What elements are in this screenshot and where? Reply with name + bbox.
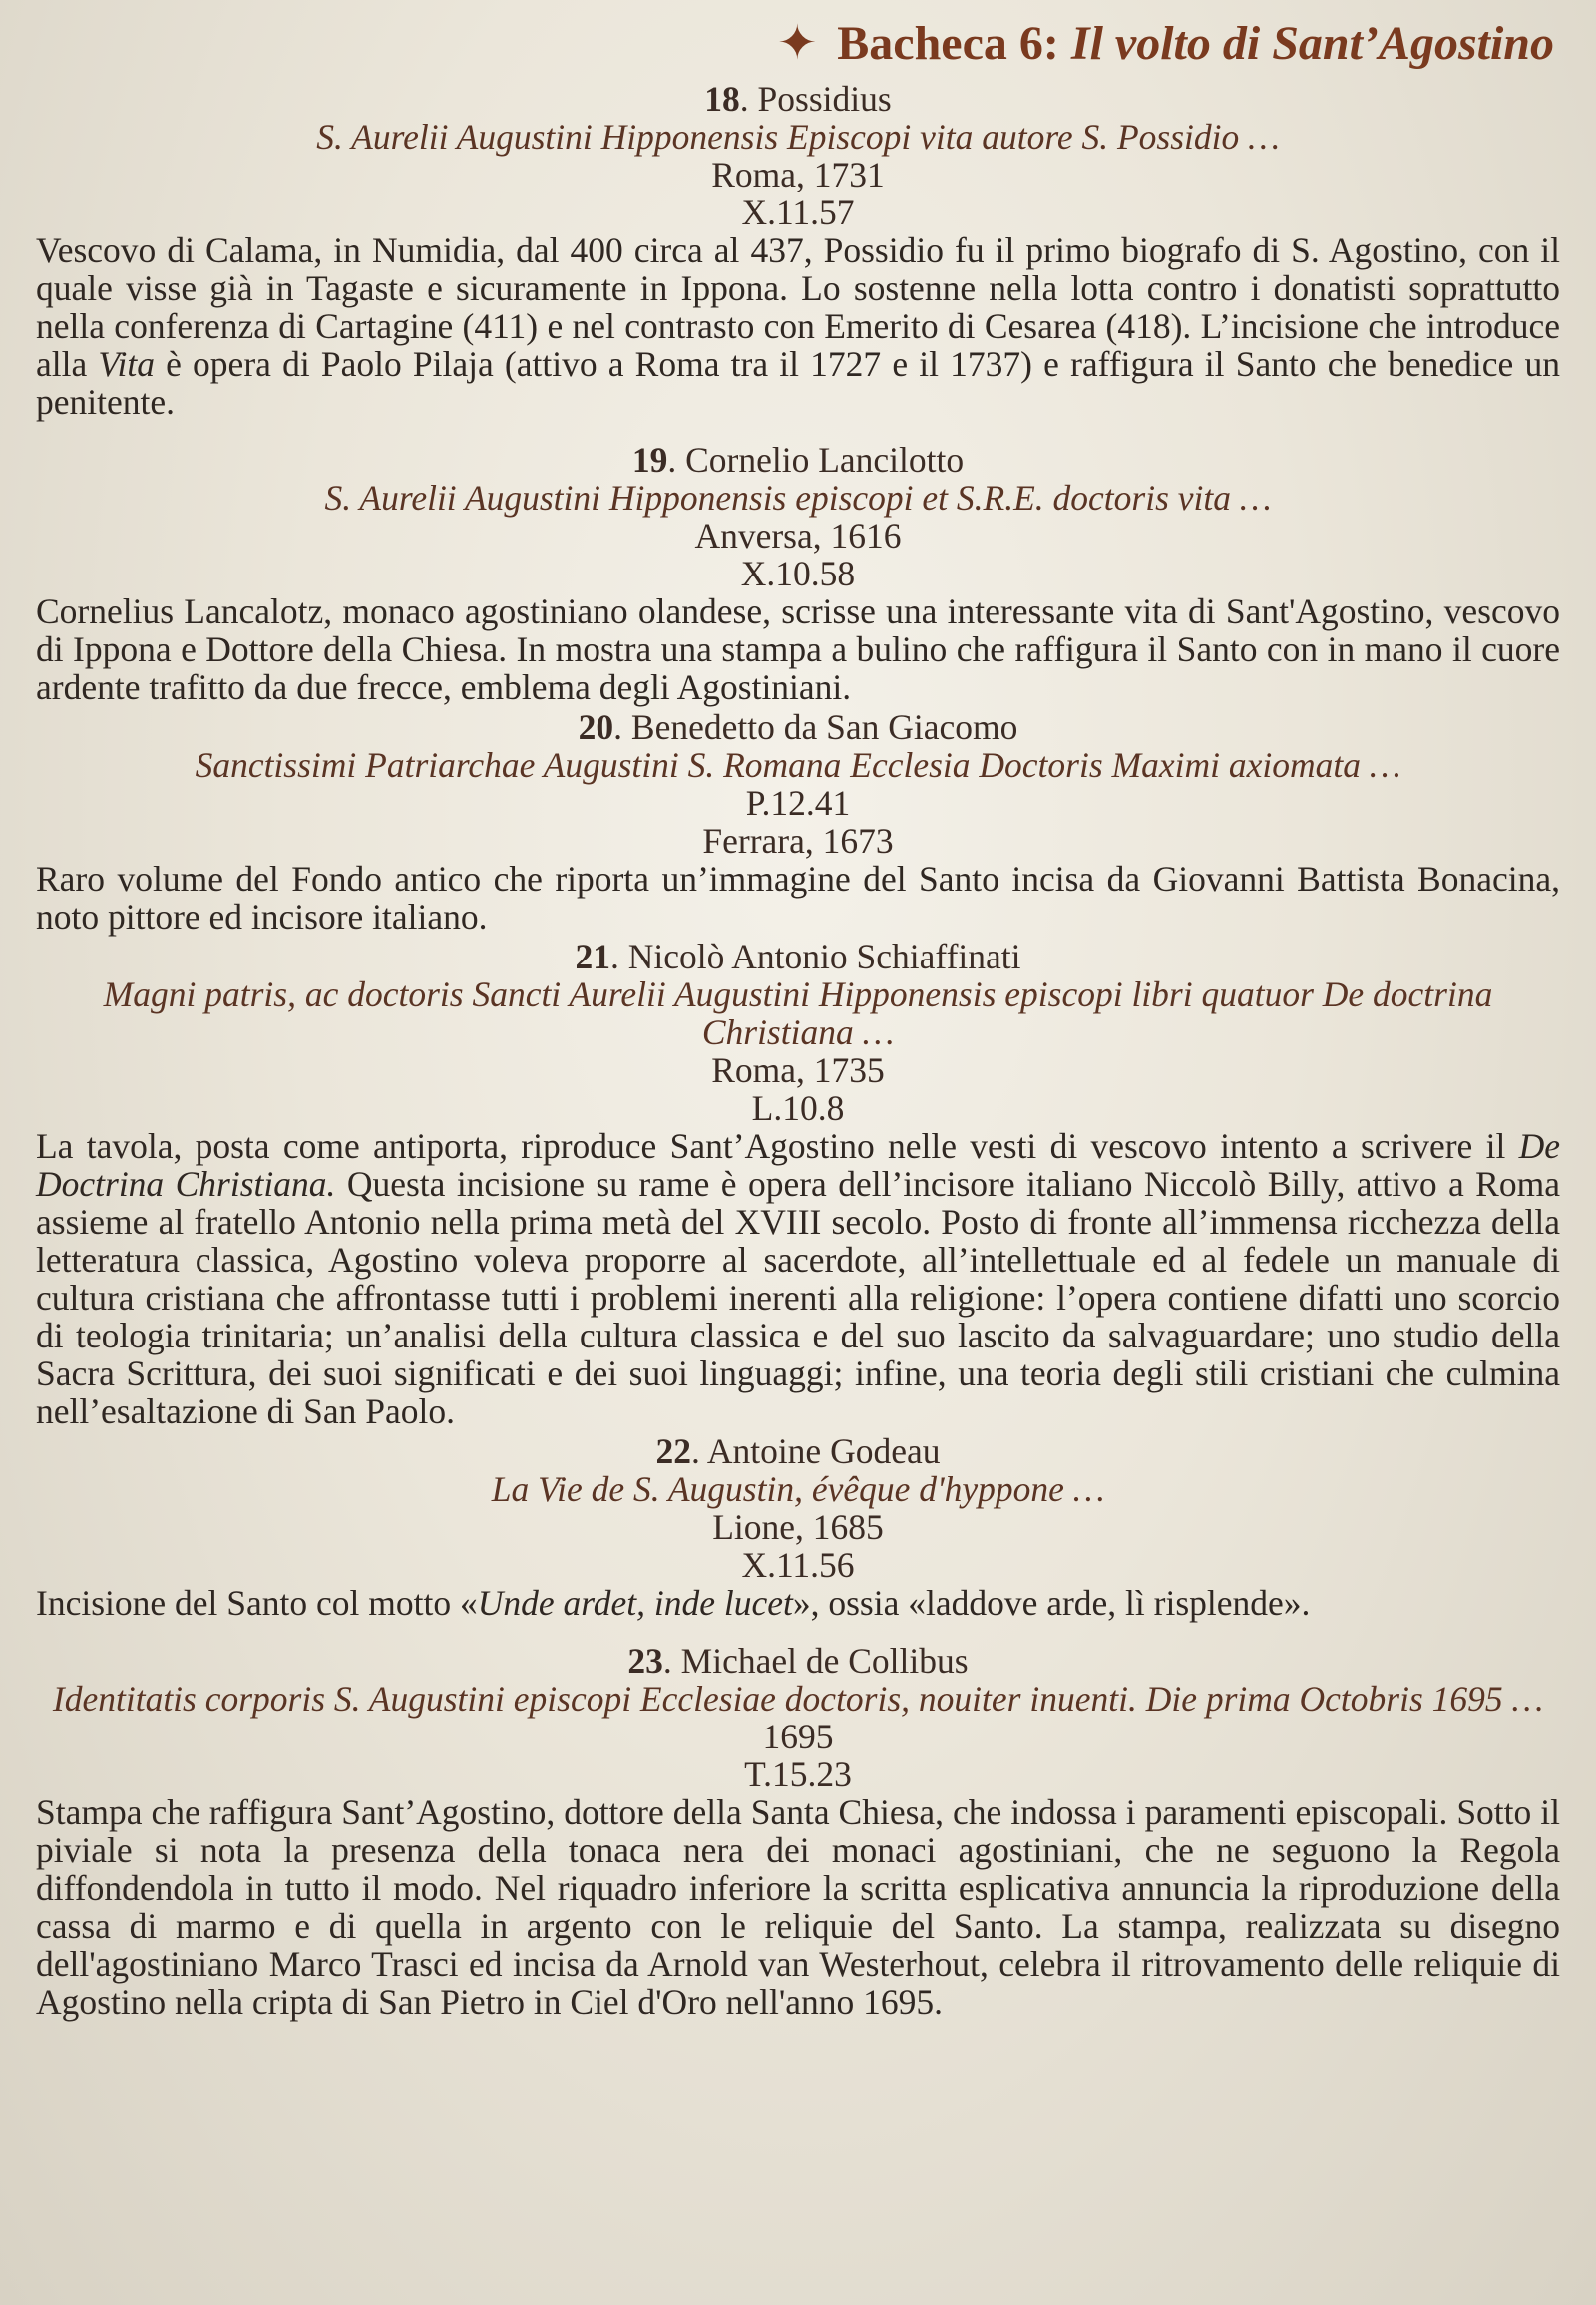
entry-description: Vescovo di Calama, in Numidia, dal 400 circa al 437, Possidio fu il primo biografo di S. Agostino, con il quale visse già in Tagaste e sicuramente in Ippona. Lo sostenne nella lotta contro i donatisti soprattutto nella conferenza di Cartagine (411) e nel contrasto con Emerito di Cesarea (418). L’incisione che introduce alla Vita è opera di Paolo Pilaja (attivo a Roma tra il 1727 e il 1737) e raffigura il Santo che benedice un penitente. <box>36 230 1560 422</box>
title-prefix: Bacheca 6: <box>837 17 1059 70</box>
entry-number: 22 <box>655 1431 692 1471</box>
entry-heading <box>36 708 1560 746</box>
catalog-entry-19 <box>36 441 1560 706</box>
entry-description: Cornelius Lancalotz, monaco agostiniano olandese, scrisse una interessante vita di Sant'Agostino, vescovo di Ippona e Dottore della Chiesa. In mostra una stampa a bulino che raffigura il Santo con in mano il cuore ardente trafitto da due frecce, emblema degli Agostiniani. <box>36 591 1560 707</box>
entry-number: 20 <box>578 707 614 747</box>
entry-work-title: S. Aurelii Augustini Hipponensis Episcopi vita autore S. Possidio … <box>316 117 1280 157</box>
catalog-entry-21 <box>36 938 1560 1430</box>
entry-heading <box>36 80 1560 118</box>
entry-description: Raro volume del Fondo antico che riporta un’immagine del Santo incisa da Giovanni Battista Bonacina, noto pittore ed incisore italiano. <box>36 859 1560 937</box>
entry-number: 23 <box>627 1641 663 1681</box>
entry-work-title: S. Aurelii Augustini Hipponensis episcopi et S.R.E. doctoris vita … <box>324 478 1272 518</box>
entry-heading <box>36 1432 1560 1470</box>
entry-place-date: Roma, 1735 <box>711 1050 885 1090</box>
entry-shelfmark: P.12.41 <box>745 783 851 823</box>
entry-place-date: Roma, 1731 <box>711 155 885 194</box>
catalog-entry-18 <box>36 80 1560 421</box>
catalog-entry-23 <box>36 1642 1560 2021</box>
entry-shelfmark: X.10.58 <box>740 554 856 593</box>
entry-place-date: Anversa, 1616 <box>694 516 902 556</box>
entry-author: . Antoine Godeau <box>691 1431 941 1471</box>
entry-author: . Possidius <box>739 79 892 119</box>
entry-shelfmark: X.11.57 <box>741 192 855 232</box>
entry-shelfmark: T.15.23 <box>744 1754 852 1794</box>
entry-heading <box>36 938 1560 975</box>
entry-work-title: La Vie de S. Augustin, évêque d'hyppone … <box>491 1469 1105 1509</box>
entry-heading <box>36 1642 1560 1680</box>
entry-shelfmark: L.10.8 <box>751 1088 845 1128</box>
catalog-entry-20 <box>36 708 1560 936</box>
entry-shelfmark: X.11.56 <box>741 1545 855 1585</box>
entry-author: . Michael de Collibus <box>662 1641 969 1681</box>
page-title <box>36 14 1554 74</box>
entry-number: 19 <box>631 440 668 480</box>
entry-description: Incisione del Santo col motto «Unde ardet, inde lucet», ossia «laddove arde, lì risplende». <box>36 1583 1311 1623</box>
exhibit-page <box>36 14 1560 2041</box>
entry-work-title: Sanctissimi Patriarchae Augustini S. Romana Ecclesia Doctoris Maximi axiomata … <box>195 745 1401 785</box>
entry-place-date: 1695 <box>762 1717 834 1756</box>
entry-place-date: Lione, 1685 <box>712 1507 884 1547</box>
entry-author: . Cornelio Lancilotto <box>667 440 965 480</box>
entry-number: 18 <box>704 79 740 119</box>
catalog-entry-22 <box>36 1432 1560 1622</box>
entry-description: La tavola, posta come antiporta, riproduce Sant’Agostino nelle vesti di vescovo intento a scrivere il De Doctrina Christiana. Questa incisione su rame è opera dell’incisore italiano Niccolò Billy, attivo a Roma assieme al fratello Antonio nella prima metà del XVIII secolo. Posto di fronte all’immensa ricchezza della letteratura classica, Agostino voleva proporre al sacerdote, all’intellettuale ed al fedele un manuale di cultura cristiana che affrontasse tutti i problemi inerenti alla religione: l’opera contiene difatti uno scorcio di teologia trinitaria; un’analisi della cultura classica e del suo lascito da salvaguardare; uno studio della Sacra Scrittura, dei suoi significati e dei suoi linguaggi; infine, una teoria degli stili cristiani che culmina nell’esaltazione di San Paolo. <box>36 1126 1560 1431</box>
entry-place-date: Ferrara, 1673 <box>702 821 894 861</box>
entry-author: . Nicolò Antonio Schiaffinati <box>610 937 1021 976</box>
entry-author: . Benedetto da San Giacomo <box>613 707 1018 747</box>
entry-description: Stampa che raffigura Sant’Agostino, dottore della Santa Chiesa, che indossa i paramenti episcopali. Sotto il piviale si nota la presenza della tonaca nera dei monaci agostiniani, che ne seguono la Regola diffondendola in tutto il modo. Nel riquadro inferiore la scritta esplicativa annuncia la riproduzione della cassa di marmo e di quella in argento con le reliquie del Santo. La stampa, realizzata su disegno dell'agostiniano Marco Trasci ed incisa da Arnold van Westerhout, celebra il ritrovamento delle reliquie di Agostino nella cripta di San Pietro in Ciel d'Oro nell'anno 1695. <box>36 1792 1560 2022</box>
entry-work-title: Identitatis corporis S. Augustini episcopi Ecclesiae doctoris, nouiter inuenti. Die prima Octobris 1695 … <box>52 1679 1544 1719</box>
title-subtitle: Il volto di Sant’Agostino <box>1070 17 1554 70</box>
star-icon: ✦ <box>777 17 818 70</box>
entry-heading <box>36 441 1560 479</box>
entry-work-title: Magni patris, ac doctoris Sancti Aurelii Augustini Hipponensis episcopi libri quatuor De doctrina Christiana … <box>103 974 1493 1052</box>
entry-number: 21 <box>575 937 610 976</box>
